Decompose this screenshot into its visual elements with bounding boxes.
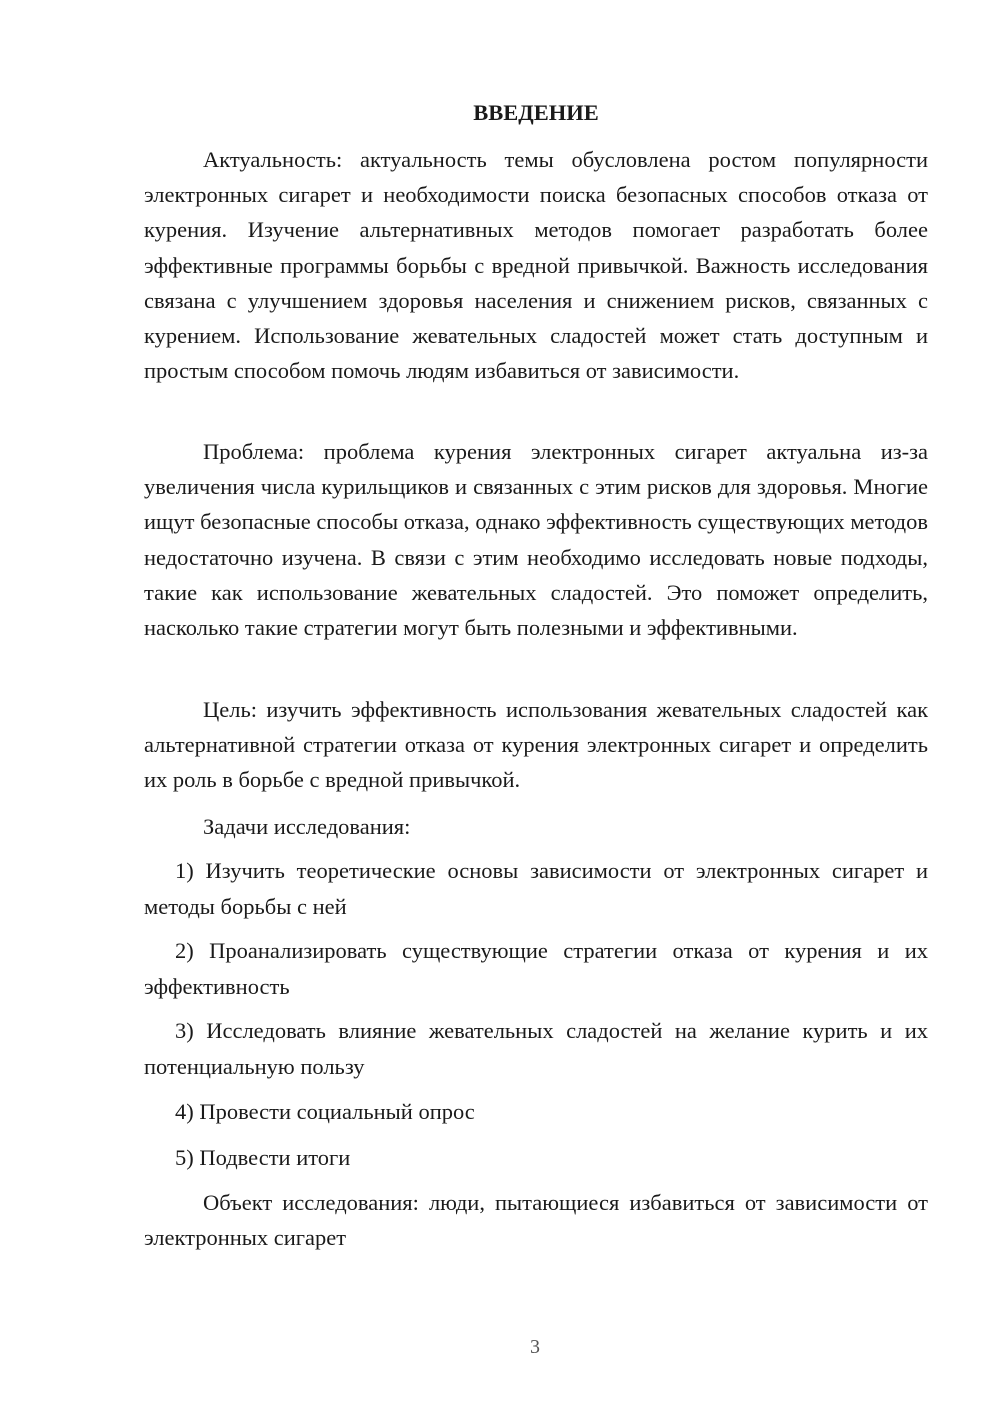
list-item-task-3: 3) Исследовать влияние жевательных сладостей на желание курить и их потенциальную пользу: [144, 1018, 928, 1079]
list-item-task-5: 5) Подвести итоги: [175, 1145, 351, 1170]
list-item-task-4: 4) Провести социальный опрос: [175, 1099, 475, 1124]
list-item-task-2: 2) Проанализировать существующие стратегии отказа от курения и их эффективность: [144, 938, 928, 999]
page-title: ВВЕДЕНИЕ: [473, 100, 599, 125]
paragraph-goal: Цель: изучить эффективность использования жевательных сладостей как альтернативной стратегии отказа от курения электронных сигарет и определить их роль в борьбе с вредной привычкой.: [144, 697, 928, 793]
paragraph-relevance: Актуальность: актуальность темы обусловлена ростом популярности электронных сигарет и необходимости поиска безопасных способов отказа от курения. Изучение альтернативных методов помогает разработать более эффективные программы борьбы с вредной привычкой. Важность исследования связана с улучшением здоровья населения и снижением рисков, связанных с курением. Использование жевательных сладостей может стать доступным и простым способом помочь людям избавиться от зависимости.: [144, 147, 928, 384]
paragraph-object: Объект исследования: люди, пытающиеся избавиться от зависимости от электронных сигарет: [144, 1190, 928, 1251]
list-item-task-1: 1) Изучить теоретические основы зависимости от электронных сигарет и методы борьбы с ней: [144, 858, 928, 919]
paragraph-problem: Проблема: проблема курения электронных сигарет актуальна из-за увеличения числа курильщиков и связанных с этим рисков для здоровья. Многие ищут безопасные способы отказа, однако эффективность существующих методов недостаточно изучена. В связи с этим необходимо исследовать новые подходы, такие как использование жевательных сладостей. Это поможет определить, насколько такие стратегии могут быть полезными и эффективными.: [144, 439, 928, 641]
page-number: 3: [530, 1336, 540, 1358]
tasks-heading: Задачи исследования:: [203, 814, 411, 839]
